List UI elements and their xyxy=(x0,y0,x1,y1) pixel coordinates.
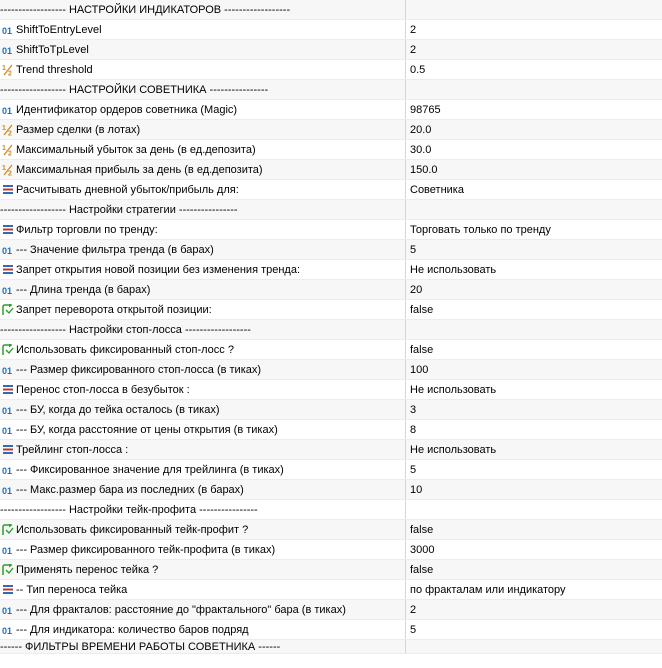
parameter-value-cell[interactable]: 10 xyxy=(410,483,423,496)
section-header-row[interactable] xyxy=(0,320,662,340)
parameter-name-cell xyxy=(0,480,406,499)
parameter-row[interactable] xyxy=(0,220,662,240)
parameter-value-cell[interactable]: false xyxy=(410,303,434,316)
parameter-label: --- Значение фильтра тренда (в барах) xyxy=(16,243,214,256)
svg-text:01: 01 xyxy=(2,285,13,295)
bool-icon xyxy=(1,302,15,318)
parameter-value-cell[interactable]: по фракталам или индикатору xyxy=(410,583,566,596)
section-header-label: ------------------ НАСТРОЙКИ СОВЕТНИКА ---------------- xyxy=(0,83,269,96)
parameter-value-cell[interactable]: 20 xyxy=(410,283,423,296)
int-icon xyxy=(1,622,15,638)
enum-icon xyxy=(1,582,15,598)
int-icon xyxy=(1,102,15,118)
parameter-label: --- Длина тренда (в барах) xyxy=(16,283,151,296)
parameter-value-cell xyxy=(406,200,662,219)
parameter-label: Расчитывать дневной убыток/прибыль для: xyxy=(16,183,239,196)
parameter-row[interactable] xyxy=(0,60,662,80)
parameter-label: --- Размер фиксированного стоп-лосса (в тиках) xyxy=(16,363,262,376)
bool-icon xyxy=(1,562,15,578)
parameter-name-cell xyxy=(0,560,406,579)
parameter-label: Максимальная прибыль за день (в ед.депозита) xyxy=(16,163,263,176)
enum-icon xyxy=(1,222,15,238)
parameter-row[interactable] xyxy=(0,300,662,320)
parameter-name-cell xyxy=(0,460,406,479)
parameter-value-cell[interactable]: 30.0 xyxy=(410,143,432,156)
parameter-row[interactable] xyxy=(0,620,662,640)
int-icon xyxy=(1,282,15,298)
svg-text:01: 01 xyxy=(2,105,13,115)
int-icon xyxy=(1,242,15,258)
section-header-row[interactable] xyxy=(0,200,662,220)
parameter-name-cell xyxy=(0,20,406,39)
int-icon xyxy=(1,22,15,38)
parameter-value-cell[interactable]: 150.0 xyxy=(410,163,438,176)
int-icon xyxy=(1,402,15,418)
parameter-value-cell[interactable]: 98765 xyxy=(410,103,441,116)
parameter-row[interactable] xyxy=(0,400,662,420)
double-icon xyxy=(1,62,15,78)
parameter-name-cell xyxy=(0,580,406,599)
parameter-label: Трейлинг стоп-лосса : xyxy=(16,443,129,456)
int-icon xyxy=(1,462,15,478)
parameter-value-cell[interactable]: 2 xyxy=(410,23,417,36)
enum-icon xyxy=(1,442,15,458)
svg-text:01: 01 xyxy=(2,405,13,415)
parameter-label: Размер сделки (в лотах) xyxy=(16,123,141,136)
parameter-row[interactable] xyxy=(0,20,662,40)
parameter-value-cell xyxy=(406,320,662,339)
parameter-name-cell xyxy=(0,500,406,519)
parameter-row[interactable] xyxy=(0,380,662,400)
svg-text:1: 1 xyxy=(2,144,6,152)
section-header-row[interactable] xyxy=(0,0,662,20)
parameter-label: Идентификатор ордеров советника (Magic) xyxy=(16,103,238,116)
svg-text:2: 2 xyxy=(8,70,12,76)
parameter-value-cell[interactable]: 3000 xyxy=(410,543,435,556)
parameter-value-cell[interactable]: Торговать только по тренду xyxy=(410,223,551,236)
parameter-row[interactable] xyxy=(0,460,662,480)
bool-icon xyxy=(1,342,15,358)
parameter-name-cell xyxy=(0,60,406,79)
svg-text:01: 01 xyxy=(2,245,13,255)
parameter-row[interactable] xyxy=(0,360,662,380)
parameter-name-cell xyxy=(0,300,406,319)
parameter-row[interactable] xyxy=(0,260,662,280)
parameter-label: Перенос стоп-лосса в безубыток : xyxy=(16,383,190,396)
int-icon xyxy=(1,362,15,378)
parameter-value-cell xyxy=(406,640,662,653)
parameter-label: --- Для фракталов: расстояние до "фрактального" бара (в тиках) xyxy=(16,603,346,616)
svg-text:2: 2 xyxy=(8,130,12,136)
section-header-label: ------------------ Настройки стратегии ---------------- xyxy=(0,203,238,216)
parameter-value-cell[interactable]: 5 xyxy=(410,463,417,476)
parameter-name-cell xyxy=(0,200,406,219)
parameter-label: ShiftToEntryLevel xyxy=(16,23,102,36)
parameter-name-cell xyxy=(0,120,406,139)
svg-text:01: 01 xyxy=(2,25,13,35)
parameter-name-cell xyxy=(0,0,406,19)
double-icon xyxy=(1,122,15,138)
parameter-label: --- Макс.размер бара из последних (в барах) xyxy=(16,483,244,496)
section-header-row[interactable] xyxy=(0,500,662,520)
parameter-value-cell[interactable]: 100 xyxy=(410,363,429,376)
parameter-name-cell xyxy=(0,600,406,619)
double-icon xyxy=(1,162,15,178)
parameter-label: Максимальный убыток за день (в ед.депозита) xyxy=(16,143,256,156)
section-header-label: ------ ФИЛЬТРЫ ВРЕМЕНИ РАБОТЫ СОВЕТНИКА ------ xyxy=(0,640,281,653)
parameter-label: Использовать фиксированный тейк-профит ? xyxy=(16,523,249,536)
parameter-label: Использовать фиксированный стоп-лосс ? xyxy=(16,343,234,356)
parameter-value-cell[interactable]: 8 xyxy=(410,423,417,436)
parameter-value-cell[interactable]: 2 xyxy=(410,43,417,56)
svg-text:01: 01 xyxy=(2,485,13,495)
parameter-row[interactable] xyxy=(0,100,662,120)
parameter-row[interactable] xyxy=(0,180,662,200)
parameter-name-cell xyxy=(0,100,406,119)
parameter-name-cell xyxy=(0,380,406,399)
svg-text:01: 01 xyxy=(2,465,13,475)
parameter-name-cell xyxy=(0,240,406,259)
parameter-label: --- Для индикатора: количество баров подряд xyxy=(16,623,249,636)
parameter-row[interactable] xyxy=(0,120,662,140)
parameter-label: Фильтр торговли по тренду: xyxy=(16,223,158,236)
parameter-row[interactable] xyxy=(0,280,662,300)
parameter-value-cell[interactable]: 5 xyxy=(410,623,417,636)
parameter-label: -- Тип переноса тейка xyxy=(16,583,128,596)
parameter-value-cell xyxy=(406,80,662,99)
parameter-name-cell xyxy=(0,260,406,279)
svg-text:01: 01 xyxy=(2,45,13,55)
parameter-row[interactable] xyxy=(0,540,662,560)
parameter-value-cell[interactable]: Не использовать xyxy=(410,263,497,276)
parameter-name-cell xyxy=(0,80,406,99)
parameter-name-cell xyxy=(0,520,406,539)
svg-text:2: 2 xyxy=(8,150,12,156)
section-header-row[interactable] xyxy=(0,80,662,100)
svg-text:2: 2 xyxy=(8,170,12,176)
int-icon xyxy=(1,482,15,498)
parameter-name-cell xyxy=(0,340,406,359)
parameter-name-cell xyxy=(0,400,406,419)
svg-text:01: 01 xyxy=(2,545,13,555)
parameter-name-cell xyxy=(0,160,406,179)
parameter-value-cell[interactable]: Не использовать xyxy=(410,443,497,456)
int-icon xyxy=(1,42,15,58)
int-icon xyxy=(1,422,15,438)
parameter-name-cell xyxy=(0,420,406,439)
parameter-name-cell xyxy=(0,280,406,299)
parameter-label: Trend threshold xyxy=(16,63,93,76)
parameter-value-cell[interactable]: false xyxy=(410,343,434,356)
svg-text:1: 1 xyxy=(2,124,6,132)
enum-icon xyxy=(1,262,15,278)
parameter-value-cell[interactable]: 2 xyxy=(410,603,417,616)
svg-text:1: 1 xyxy=(2,164,6,172)
parameter-label: --- Размер фиксированного тейк-профита (в тиках) xyxy=(16,543,276,556)
parameter-row[interactable] xyxy=(0,420,662,440)
parameter-label: ShiftToTpLevel xyxy=(16,43,89,56)
parameter-value-cell[interactable]: false xyxy=(410,523,434,536)
parameter-name-cell xyxy=(0,620,406,639)
section-header-row[interactable] xyxy=(0,640,662,654)
parameter-name-cell xyxy=(0,40,406,59)
parameter-row[interactable] xyxy=(0,140,662,160)
parameter-name-cell xyxy=(0,320,406,339)
section-header-label: ------------------ НАСТРОЙКИ ИНДИКАТОРОВ ------------------ xyxy=(0,3,291,16)
svg-text:01: 01 xyxy=(2,425,13,435)
parameter-value-cell[interactable]: 20.0 xyxy=(410,123,432,136)
parameter-label: --- БУ, когда расстояние от цены открытия (в тиках) xyxy=(16,423,278,436)
enum-icon xyxy=(1,382,15,398)
parameter-name-cell xyxy=(0,140,406,159)
section-header-label: ------------------ Настройки стоп-лосса ------------------ xyxy=(0,323,251,336)
parameter-value-cell[interactable]: Советника xyxy=(410,183,464,196)
parameter-row[interactable] xyxy=(0,440,662,460)
parameter-value-cell[interactable]: 3 xyxy=(410,403,417,416)
parameter-label: --- БУ, когда до тейка осталось (в тиках) xyxy=(16,403,220,416)
int-icon xyxy=(1,602,15,618)
section-header-label: ------------------ Настройки тейк-профита ---------------- xyxy=(0,503,258,516)
parameter-row[interactable] xyxy=(0,160,662,180)
double-icon xyxy=(1,142,15,158)
svg-text:1: 1 xyxy=(2,64,6,72)
parameter-row[interactable] xyxy=(0,600,662,620)
parameter-row[interactable] xyxy=(0,560,662,580)
parameter-label: --- Фиксированное значение для трейлинга (в тиках) xyxy=(16,463,284,476)
parameter-label: Применять перенос тейка ? xyxy=(16,563,159,576)
parameter-row[interactable] xyxy=(0,480,662,500)
parameter-value-cell[interactable]: 0.5 xyxy=(410,63,426,76)
bool-icon xyxy=(1,522,15,538)
parameter-value-cell xyxy=(406,0,662,19)
enum-icon xyxy=(1,182,15,198)
parameter-row[interactable] xyxy=(0,580,662,600)
int-icon xyxy=(1,542,15,558)
parameter-value-cell[interactable]: false xyxy=(410,563,434,576)
parameter-name-cell xyxy=(0,540,406,559)
svg-text:01: 01 xyxy=(2,605,13,615)
parameter-name-cell xyxy=(0,360,406,379)
parameter-label: Запрет открытия новой позиции без изменения тренда: xyxy=(16,263,301,276)
parameter-name-cell xyxy=(0,180,406,199)
parameter-row[interactable] xyxy=(0,520,662,540)
parameter-row[interactable] xyxy=(0,340,662,360)
svg-text:01: 01 xyxy=(2,365,13,375)
parameter-row[interactable] xyxy=(0,40,662,60)
parameter-name-cell xyxy=(0,440,406,459)
parameter-value-cell xyxy=(406,500,662,519)
parameter-value-cell[interactable]: 5 xyxy=(410,243,417,256)
parameter-name-cell xyxy=(0,640,406,653)
parameter-name-cell xyxy=(0,220,406,239)
parameter-row[interactable] xyxy=(0,240,662,260)
svg-text:01: 01 xyxy=(2,625,13,635)
parameter-label: Запрет переворота открытой позиции: xyxy=(16,303,212,316)
parameter-value-cell[interactable]: Не использовать xyxy=(410,383,497,396)
